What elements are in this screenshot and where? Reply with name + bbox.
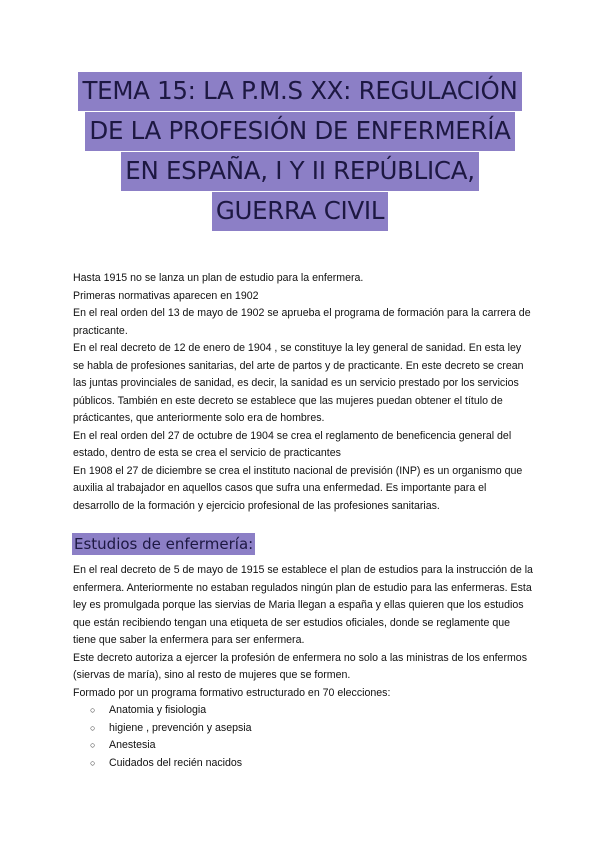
section-paragraph: En el real decreto de 5 de mayo de 1915 se establece el plan de estudios para la instrucción de la enfermera. Anteriormente no estaban regulados ningún plan de estudio para las enfermeras. Esta ley es promulgada porque las siervias de Maria llegan a españa y ellas quieren que los estudios que están recibiendo tengan una etiqueta de ser estudios oficiales, donde se reglamente que tiene que saber la enfermera para ser enfermera.	[73, 564, 533, 646]
intro-paragraph: En el real orden del 13 de mayo de 1902 se aprueba el programa de formación para la carrera de practicante.	[73, 307, 531, 337]
intro-paragraph: En 1908 el 27 de diciembre se crea el instituto nacional de previsión (INP) es un organismo que auxilia al trabajador en aquellos casos que sufra una enfermedad. Es importante para el desarrollo de la formación y ejercicio profesional de las profesiones sanitarias.	[73, 464, 523, 512]
list-item-label: higiene , prevención y asepsia	[109, 721, 252, 734]
title-line-2: DE LA PROFESIÓN DE ENFERMERÍA	[85, 112, 514, 151]
list-item-label: Cuidados del recién nacidos	[109, 756, 243, 769]
intro-paragraph: En el real decreto de 12 de enero de 1904 , se constituye la ley general de sanidad. En esta ley se habla de profesiones sanitarias, del arte de partos y de practicante. En este decreto se crean las juntas provinciales de sanidad, es decir, la sanidad es un servicio prestado por los servicios públicos. También en este decreto se establece que las mujeres puedan obtener el título de prácticantes, que anteriormente solo era de hombres.	[73, 342, 524, 424]
circle-bullet-icon: ○	[90, 740, 96, 750]
title-line-3: EN ESPAÑA, I Y II REPÚBLICA,	[121, 152, 478, 191]
intro-text	[73, 270, 533, 515]
section-text	[73, 562, 533, 772]
list-item	[73, 737, 533, 755]
document-title	[0, 72, 600, 232]
section-paragraph: Este decreto autoriza a ejercer la profesión de enfermera no solo a las ministras de los enfermos (siervas de maría), sino al resto de mujeres que se formen.	[73, 651, 527, 681]
intro-paragraph: En el real orden del 27 de octubre de 1904 se crea el reglamento de beneficencia general del estado, dentro de esta se crea el servicio de practicantes	[73, 429, 512, 459]
intro-paragraph: Primeras normativas aparecen en 1902	[73, 289, 259, 302]
circle-bullet-icon: ○	[90, 705, 96, 715]
section-paragraph: Formado por un programa formativo estructurado en 70 elecciones:	[73, 686, 391, 699]
list-item-label: Anatomia y fisiologia	[109, 704, 207, 716]
circle-bullet-icon: ○	[90, 722, 96, 733]
title-line-1: TEMA 15: LA P.M.S XX: REGULACIÓN	[78, 72, 521, 111]
list-item-label: Anestesia	[109, 739, 156, 751]
list-item	[73, 755, 533, 773]
list-item	[73, 720, 533, 738]
title-line-4: GUERRA CIVIL	[212, 192, 388, 231]
list-item	[73, 702, 533, 720]
section-heading: Estudios de enfermería:	[74, 535, 254, 553]
circle-bullet-icon: ○	[90, 757, 96, 768]
topics-list	[73, 702, 533, 772]
intro-paragraph: Hasta 1915 no se lanza un plan de estudio para la enfermera.	[73, 272, 364, 284]
